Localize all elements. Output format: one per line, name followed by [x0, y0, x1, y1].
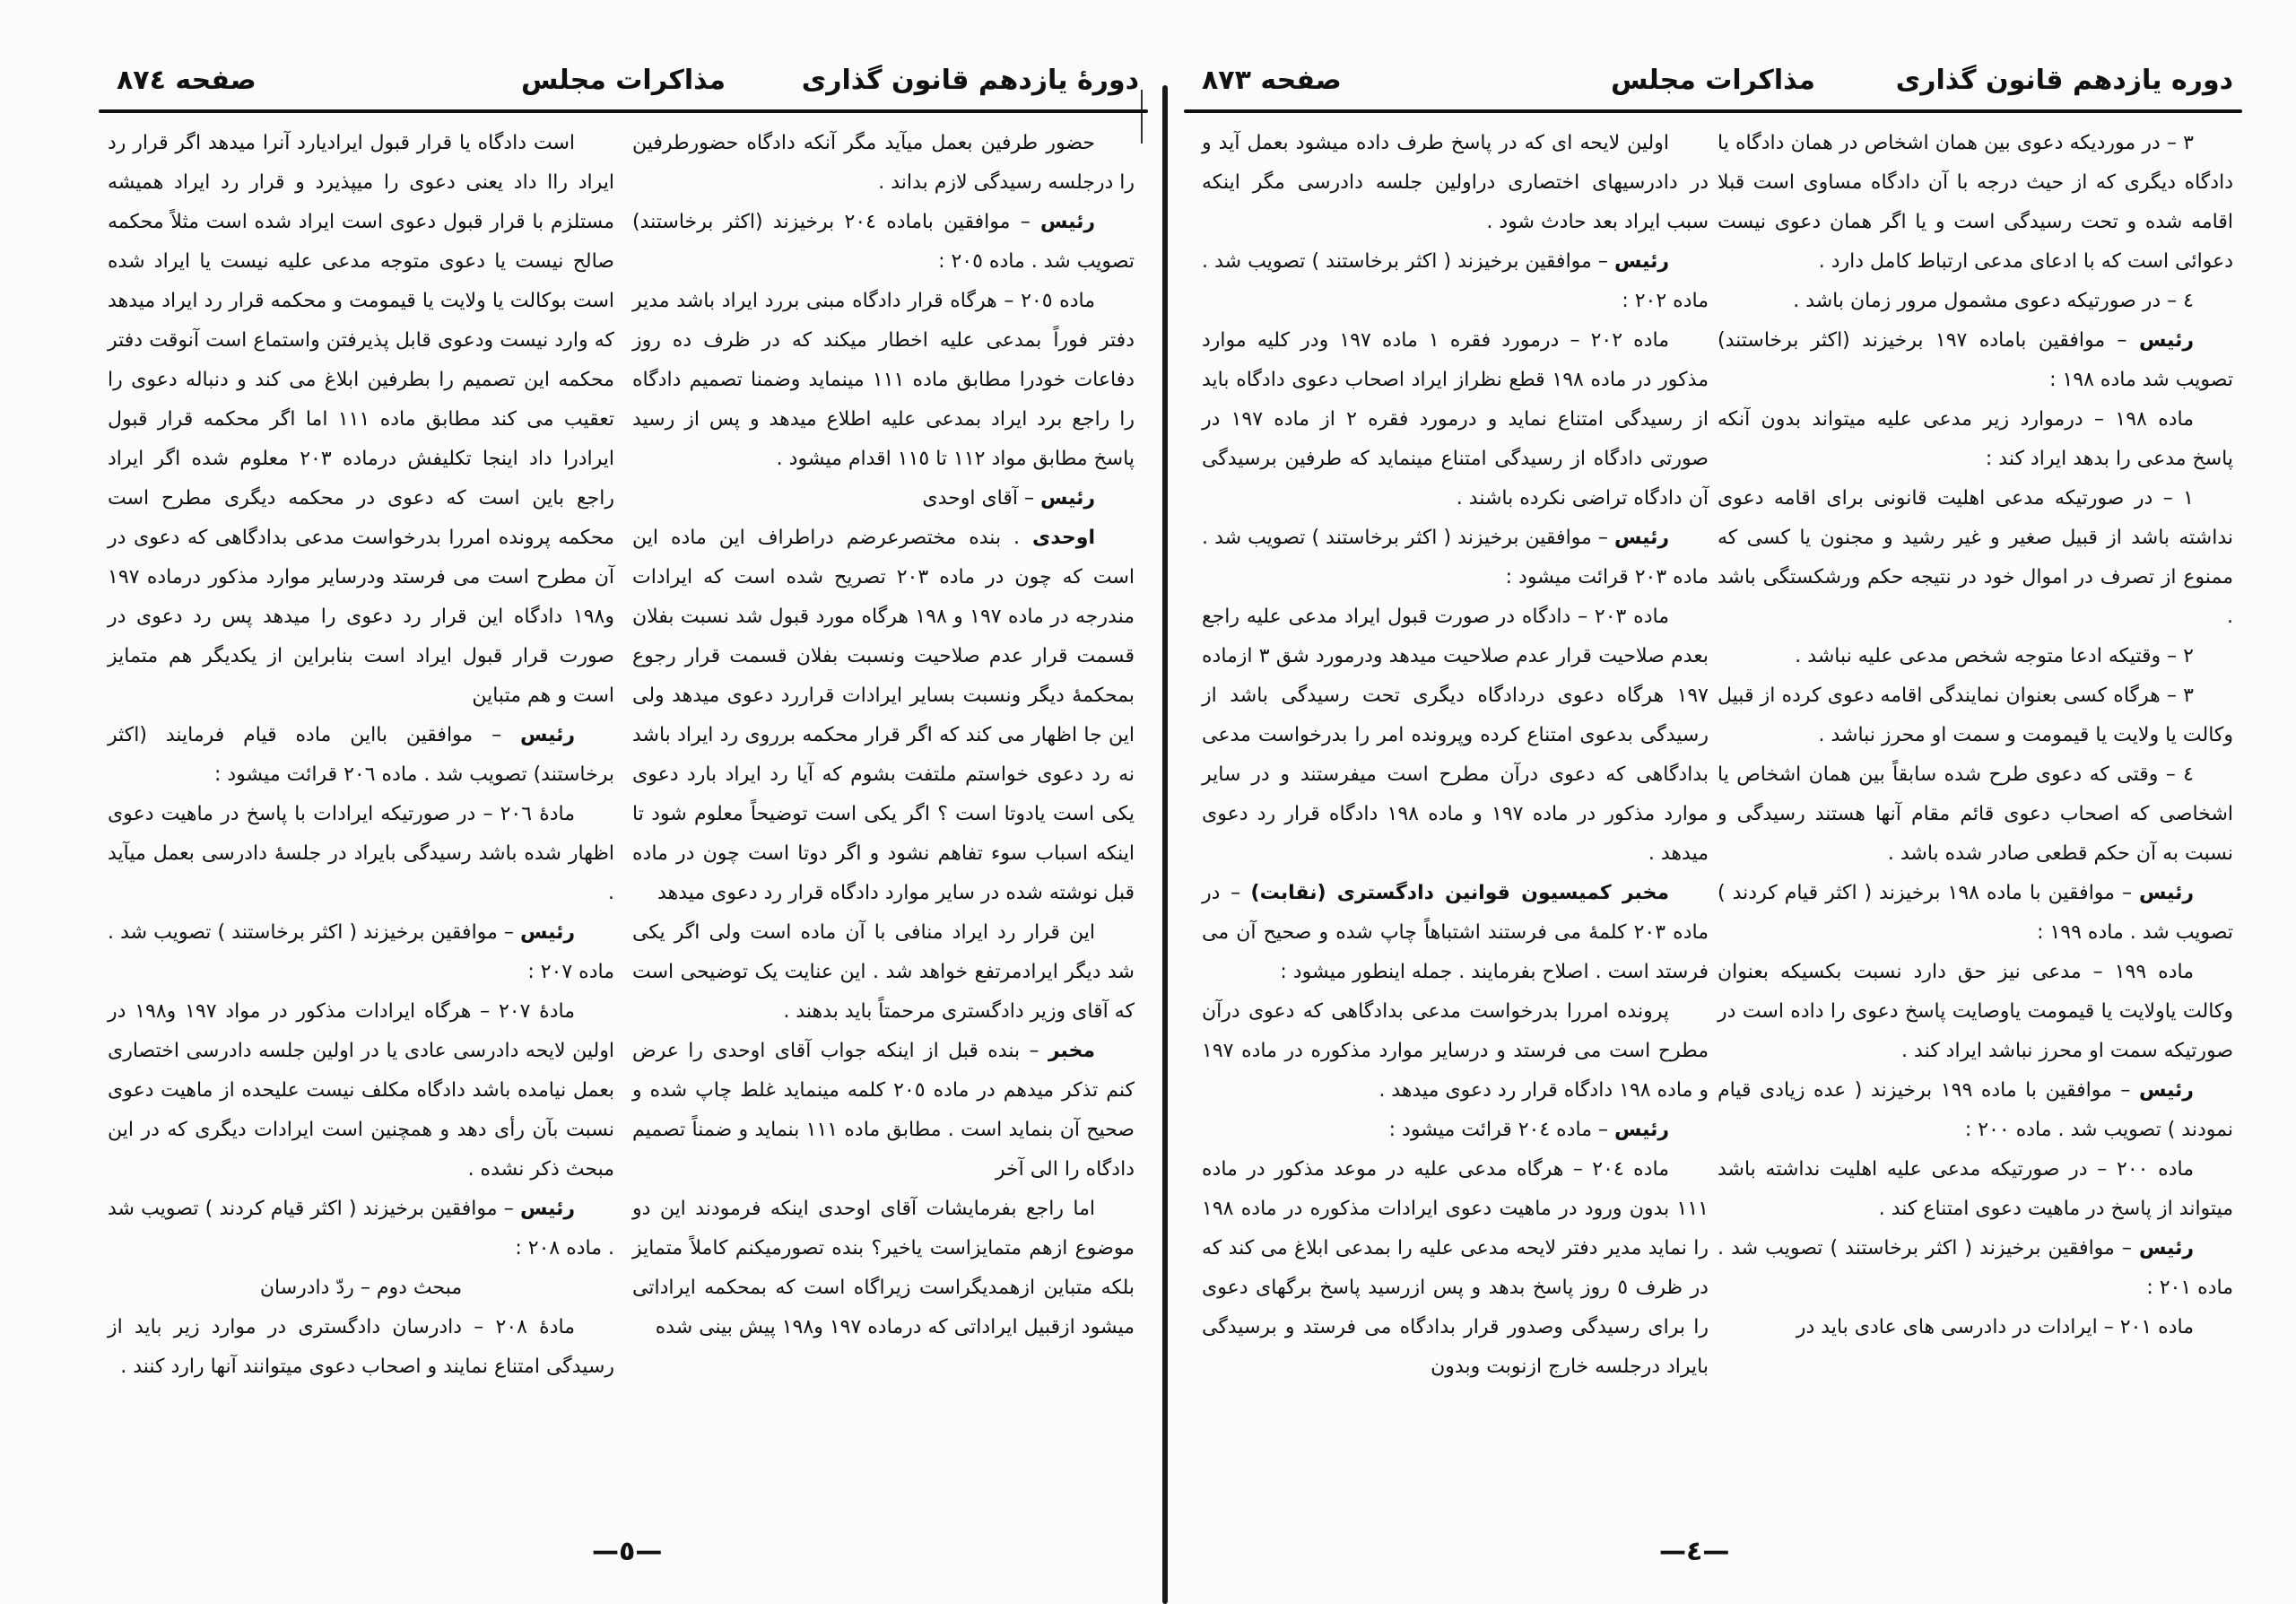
- paragraph-text: ٤ – وقتی که دعوی طرح شده سابقاً بین همان اشخاص یا اشخاصی که اصحاب دعوی قائم مقام آنها هستند رسیدگی و نسبت به آن حکم قطعی صادر شده باشد .: [1718, 763, 2233, 865]
- speech-paragraph: [1718, 874, 2233, 953]
- speaker-name: رئیس: [2139, 882, 2195, 904]
- article-paragraph: [1718, 1150, 2233, 1229]
- speech-paragraph: [632, 519, 1135, 913]
- article-paragraph: [632, 913, 1135, 1032]
- page-873: [1175, 0, 2251, 1604]
- article-paragraph: [1718, 282, 2233, 321]
- article-paragraph: [1718, 676, 2233, 755]
- speech-paragraph: [1718, 1229, 2233, 1308]
- paragraph-text: اولین لایحه ای که در پاسخ طرف داده میشود بعمل آید و در دادرسیهای اختصاری دراولین جلسه دادرسی مگر اینکه سبب ایراد بعد حادث شود .: [1202, 132, 1709, 233]
- paragraph-text: – موافقین برخیزند ( اکثر برخاستند ) تصویب شد . ماده ۲۰۱ :: [1718, 1237, 2233, 1299]
- paragraph-text: ماده ۲۰٥ – هرگاه قرار دادگاه مبنی بررد ایراد باشد مدیر دفتر فوراً بمدعی علیه اخطار میکند که در ظرف ده روز دفاعات خودرا مطابق ماده ۱۱۱ مینماید وضمنا تصمیم دادگاه را راجع برد ایراد بمدعی علیه اطلاع میدهد و پس از رسید پاسخ مطابق مواد ۱۱۲ تا ۱۱٥ اقدام میشود .: [632, 290, 1135, 470]
- speech-paragraph: [108, 1190, 614, 1268]
- legislative-period: دوره یازدهم قانون گذاری: [1895, 65, 2233, 96]
- header-rule: [99, 109, 1148, 113]
- speaker-name: اوحدی: [1032, 527, 1095, 549]
- speaker-name: رئیس: [1039, 211, 1095, 233]
- running-header: [1175, 65, 2251, 109]
- folio-number: —٤—: [1659, 1536, 1730, 1567]
- paragraph-text: – موافقین باماده ۲۰٤ برخیزند (اکثر برخاستند) تصویب شد . ماده ۲۰٥ :: [632, 211, 1135, 273]
- paragraph-text: ۲ – وقتیکه ادعا متوجه شخص مدعی علیه نباشد .: [1795, 645, 2194, 667]
- paragraph-text: ٤ – در صورتیکه دعوی مشمول مرور زمان باشد .: [1793, 290, 2194, 312]
- article-paragraph: [632, 124, 1135, 203]
- paragraph-text: – موافقین برخیزند ( اکثر برخاستند ) تصویب شد . ماده ۲۰۳ قرائت میشود :: [1202, 527, 1709, 588]
- text-column-left: [108, 124, 614, 1387]
- paragraph-text: مبحث دوم – ردّ دادرسان: [259, 1277, 463, 1299]
- paragraph-text: پرونده امررا بدرخواست مدعی بدادگاهی که دعوی درآن مطرح است می فرستد و درسایر موارد مذکوره در ماده ۱۹۷ و ماده ۱۹۸ دادگاه قرار رد دعوی میدهد .: [1202, 1000, 1709, 1102]
- speech-paragraph: [1202, 1111, 1709, 1150]
- article-paragraph: [1202, 1150, 1709, 1387]
- article-paragraph: [108, 1308, 614, 1387]
- paragraph-text: حضور طرفین بعمل میآید مگر آنکه دادگاه حضورطرفین را درجلسه رسیدگی لازم بداند .: [632, 132, 1135, 194]
- folio-number: —٥—: [592, 1536, 663, 1567]
- paragraph-text: ماده ۲۰۱ – ایرادات در دادرسی های عادی باید در: [1796, 1316, 2194, 1338]
- article-paragraph: [1718, 400, 2233, 479]
- article-paragraph: [632, 282, 1135, 479]
- paragraph-text: این قرار رد ایراد منافی با آن ماده است ولی اگر یکی شد دیگر ایرادمرتفع خواهد شد . این عنایت یک توضیحی است که آقای وزیر دادگستری مرحمتاً باید بدهند .: [632, 921, 1135, 1023]
- paragraph-text: – ماده ۲۰٤ قرائت میشود :: [1388, 1119, 1614, 1141]
- speaker-name: رئیس: [2138, 329, 2194, 352]
- speech-paragraph: [632, 203, 1135, 282]
- paragraph-text: . بنده مختصرعرضم دراطراف این ماده این است که چون در ماده ۲۰۳ تصریح شده است که ایرادات مندرجه در ماده ۱۹۷ و ۱۹۸ هرگاه مورد قبول شد نسبت بفلان قسمت قرار عدم صلاحیت ونسبت بفلان قسمت قرار رجوع بمحکمهٔ دیگر ونسبت بسایر ایرادات قراررد دعوی میدهد ولی این جا اظهار می کند که اگر قرار محکمه برروی رد ایراد باشد نه رد دعوی خواستم ملتفت بشوم که آیا رد ایراد بارد دعوی یکی است یادوتا است ؟ اگر یکی است توضیحاً معلوم شود تا اینکه اسباب سوء تفاهم نشود و اگر دوتا است چون در ماده قبل نوشته شده در سایر موارد دادگاه قرار رد دعوی میدهد: [632, 527, 1135, 904]
- article-paragraph: [1202, 597, 1709, 874]
- paragraph-text: مادهٔ ۲۰۸ – دادرسان دادگستری در موارد زیر باید از رسیدگی امتناع نمایند و اصحاب دعوی میتوانند آنها رارد کنند .: [108, 1316, 614, 1378]
- speaker-name: رئیس: [1613, 1119, 1669, 1141]
- section-heading: [108, 1268, 614, 1308]
- paragraph-text: – بنده قبل از اینکه جواب آقای اوحدی را عرض کنم تذکر میدهم در ماده ۲۰٥ کلمه مینماید غلط چاپ شده و صحیح آن بنماید است . مطابق ماده ۱۱۱ بنماید و ضمناً تصمیم دادگاه را الی آخر: [632, 1040, 1135, 1181]
- article-paragraph: [1202, 321, 1709, 519]
- paragraph-text: – موافقین با ماده ۱۹۸ برخیزند ( اکثر قیام کردند ) تصویب شد . ماده ۱۹۹ :: [1718, 882, 2233, 944]
- publication-title: مذاکرات مجلس: [1610, 65, 1816, 96]
- page-number-label: صفحه ۸۷۳: [1202, 65, 1342, 96]
- article-paragraph: [1718, 637, 2233, 676]
- paragraph-text: ۱ – در صورتیکه مدعی اهلیت قانونی برای اقامه دعوی نداشته باشد از قبیل صغیر و غیر رشید و مجنون یا کسی که ممنوع از تصرف در اموال خود در نتیجه حکم ورشکستگی باشد .: [1718, 487, 2233, 628]
- paragraph-text: – در ماده ۲۰۳ کلمهٔ می فرستند اشتباهاً چاپ شده و صحیح آن می فرستد است . اصلاح بفرمایند . جمله اینطور میشود :: [1202, 882, 1709, 983]
- text-column-right: [1718, 124, 2233, 1347]
- speaker-name: رئیس: [1613, 527, 1669, 549]
- paragraph-text: – موافقین برخیزند ( اکثر برخاستند ) تصویب شد . ماده ۲۰۲ :: [1202, 250, 1709, 312]
- article-paragraph: [1718, 953, 2233, 1071]
- speaker-name: رئیس: [2138, 1079, 2194, 1102]
- paragraph-text: – موافقین بااین ماده قیام فرمایند (اکثر برخاستند) تصویب شد . ماده ۲۰٦ قرائت میشود :: [108, 724, 614, 786]
- page-number-label: صفحه ۸۷٤: [117, 65, 257, 96]
- book-spine: [1162, 85, 1168, 1604]
- article-paragraph: [1718, 479, 2233, 637]
- legislative-period: دورهٔ یازدهم قانون گذاری: [801, 65, 1139, 96]
- speaker-name: رئیس: [1613, 250, 1669, 273]
- speech-paragraph: [632, 1032, 1135, 1190]
- article-paragraph: [108, 795, 614, 913]
- speech-paragraph: [108, 716, 614, 795]
- speaker-name: مخبر کمیسیون قوانین دادگستری (نقابت): [1250, 882, 1669, 904]
- speech-paragraph: [1202, 242, 1709, 321]
- running-header: [90, 65, 1157, 109]
- paragraph-text: – موافقین با ماده ۱۹۹ برخیزند ( عده زیادی قیام نمودند ) تصویب شد . ماده ۲۰۰ :: [1718, 1079, 2233, 1141]
- speech-paragraph: [1718, 1071, 2233, 1150]
- speaker-name: رئیس: [519, 1198, 575, 1220]
- article-paragraph: [1202, 992, 1709, 1111]
- text-column-left: [1202, 124, 1709, 1387]
- paragraph-text: ۳ – هرگاه کسی بعنوان نمایندگی اقامه دعوی کرده از قبیل وکالت یا ولایت یا قیمومت و سمت او محرز نباشد .: [1718, 684, 2233, 746]
- speaker-name: رئیس: [2138, 1237, 2194, 1260]
- page-874: [90, 0, 1157, 1604]
- article-paragraph: [1202, 124, 1709, 242]
- article-paragraph: [1718, 1308, 2233, 1347]
- paragraph-text: اما راجع بفرمایشات آقای اوحدی اینکه فرمودند این دو موضوع ازهم متمایزاست یاخیر؟ بنده تصورمیکنم کاملاً متمایز بلکه متباین ازهمدیگراست زیراگاه است که بمحکمه ایراداتی میشود ازقبیل ایراداتی که درماده ۱۹۷ و۱۹۸ پیش بینی شده: [632, 1198, 1135, 1338]
- speaker-name: رئیس: [519, 921, 575, 944]
- paragraph-text: – آقای اوحدی: [922, 487, 1040, 510]
- paragraph-text: – موافقین برخیزند ( اکثر قیام کردند ) تصویب شد . ماده ۲۰۸ :: [108, 1198, 614, 1260]
- speech-paragraph: [1202, 874, 1709, 992]
- speech-paragraph: [632, 479, 1135, 519]
- paragraph-text: ماده ۲۰۲ – درمورد فقره ۱ ماده ۱۹۷ ودر کلیه موارد مذکور در ماده ۱۹۸ قطع نظراز ایراد اصحاب دعوی دادگاه باید از رسیدگی امتناع نماید و درمورد فقره ۲ از ماده ۱۹۷ در صورتی دادگاه از رسیدگی امتناع مینماید که طرفین برسیدگی آن دادگاه تراضی نکرده باشند .: [1202, 329, 1709, 510]
- speaker-name: مخبر: [1048, 1040, 1095, 1062]
- paragraph-text: ماده ۱۹۹ – مدعی نیز حق دارد نسبت بکسیکه بعنوان وکالت یاولایت یا قیمومت یاوصایت پاسخ دعوی را داده است در صورتیکه سمت او محرز نباشد ایراد کند .: [1718, 961, 2233, 1062]
- article-paragraph: [1718, 755, 2233, 874]
- publication-title: مذاکرات مجلس: [520, 65, 726, 96]
- article-paragraph: [632, 1190, 1135, 1347]
- speech-paragraph: [108, 913, 614, 992]
- paragraph-text: – موافقین باماده ۱۹۷ برخیزند (اکثر برخاستند) تصویب شد ماده ۱۹۸ :: [1718, 329, 2233, 391]
- article-paragraph: [108, 124, 614, 716]
- paragraph-text: ۳ – در موردیکه دعوی بین همان اشخاص در همان دادگاه یا دادگاه دیگری که از حیث درجه با آن دادگاه مساوی است قبلا اقامه شده و تحت رسیدگی است و یا اگر همان دعوی نیست دعوائی است که با ادعای مدعی ارتباط کامل دارد .: [1718, 132, 2233, 273]
- speech-paragraph: [1202, 519, 1709, 597]
- article-paragraph: [108, 992, 614, 1190]
- paragraph-text: ماده ۲۰٤ – هرگاه مدعی علیه در موعد مذکور در ماده ۱۱۱ بدون ورود در ماهیت دعوی ایرادات مذکوره در ماده ۱۹۸ را نماید مدیر دفتر لایحه مدعی علیه را بمدعی ابلاغ می کند که در ظرف ٥ روز پاسخ بدهد و پس ازرسید پاسخ برگهای دعوی را برای رسیدگی وصدور قرار بدادگاه می فرستد و برسیدگی بایراد درجلسه خارج ازنوبت وبدون: [1202, 1158, 1709, 1378]
- paragraph-text: ماده ۲۰۳ – دادگاه در صورت قبول ایراد مدعی علیه راجع بعدم صلاحیت قرار عدم صلاحیت میدهد ودرمورد شق ۳ ازماده ۱۹۷ هرگاه دعوی دردادگاه دیگری تحت رسیدگی باشد از رسیدگی بدعوی امتناع کرده وپرونده امر را بدرخواست مدعی بدادگاهی که دعوی درآن مطرح است میفرستند و در سایر موارد مذکور در ماده ۱۹۷ و ماده ۱۹۸ دادگاه قرار رد دعوی میدهد .: [1202, 606, 1709, 865]
- speaker-name: رئیس: [519, 724, 575, 746]
- article-paragraph: [1718, 124, 2233, 282]
- header-rule: [1184, 109, 2242, 113]
- paragraph-text: – موافقین برخیزند ( اکثر برخاستند ) تصویب شد . ماده ۲۰۷ :: [108, 921, 614, 983]
- paragraph-text: ماده ۲۰۰ – در صورتیکه مدعی علیه اهلیت نداشته باشد میتواند از پاسخ در ماهیت دعوی امتناع کند .: [1718, 1158, 2233, 1220]
- speech-paragraph: [1718, 321, 2233, 400]
- speaker-name: رئیس: [1039, 487, 1095, 510]
- paragraph-text: ماده ۱۹۸ – درموارد زیر مدعی علیه میتواند بدون آنکه پاسخ مدعی را بدهد ایراد کند :: [1718, 408, 2233, 470]
- text-column-right: [632, 124, 1135, 1347]
- paragraph-text: مادهٔ ۲۰۷ – هرگاه ایرادات مذکور در مواد ۱۹۷ و۱۹۸ در اولین لایحه دادرسی عادی یا در اولین جلسه دادرسی اختصاری بعمل نیامده باشد دادگاه مکلف نیست علیحده از ماهیت دعوی نسبت بآن رأی دهد و همچنین است ایرادات دیگری که در این مبحث ذکر نشده .: [108, 1000, 614, 1181]
- paragraph-text: مادهٔ ۲۰٦ – در صورتیکه ایرادات با پاسخ در ماهیت دعوی اظهار شده باشد رسیدگی بایراد در جلسهٔ دادرسی بعمل میآید .: [108, 803, 614, 904]
- paragraph-text: است دادگاه یا قرار قبول ایرادیارد آنرا میدهد اگر قرار رد ایراد راا داد یعنی دعوی را میپذیرد و قرار رد ایراد همیشه مستلزم با قرار قبول دعوی است ایراد شده است مثلاً محکمه صالح نیست یا دعوی متوجه مدعی علیه نیست یا ایراد شده است بوکالت یا ولایت یا قیمومت و محکمه قرار رد ایراد میدهد که وارد نیست ودعوی قابل پذیرفتن واستماع است آنوقت دفتر محکمه این تصمیم را بطرفین ابلاغ می کند و دنباله دعوی را تعقیب می کند مطابق ماده ۱۱۱ اما اگر محکمه قرار قبول ایرادرا داد اینجا تکلیفش درماده ۲۰۳ معلوم شده اگر ایراد راجع باین است که دعوی در محکمه دیگری مطرح است محکمه پرونده امررا بدرخواست مدعی بدادگاهی که دعوی در آن مطرح است می فرستد ودرسایر موارد مذکور درماده ۱۹۷ و۱۹۸ دادگاه این قرار رد دعوی را میدهد پس رد دعوی در صورت قرار قبول ایراد است بنابراین از یکدیگر هم متمایز است و هم متباین: [108, 132, 614, 707]
